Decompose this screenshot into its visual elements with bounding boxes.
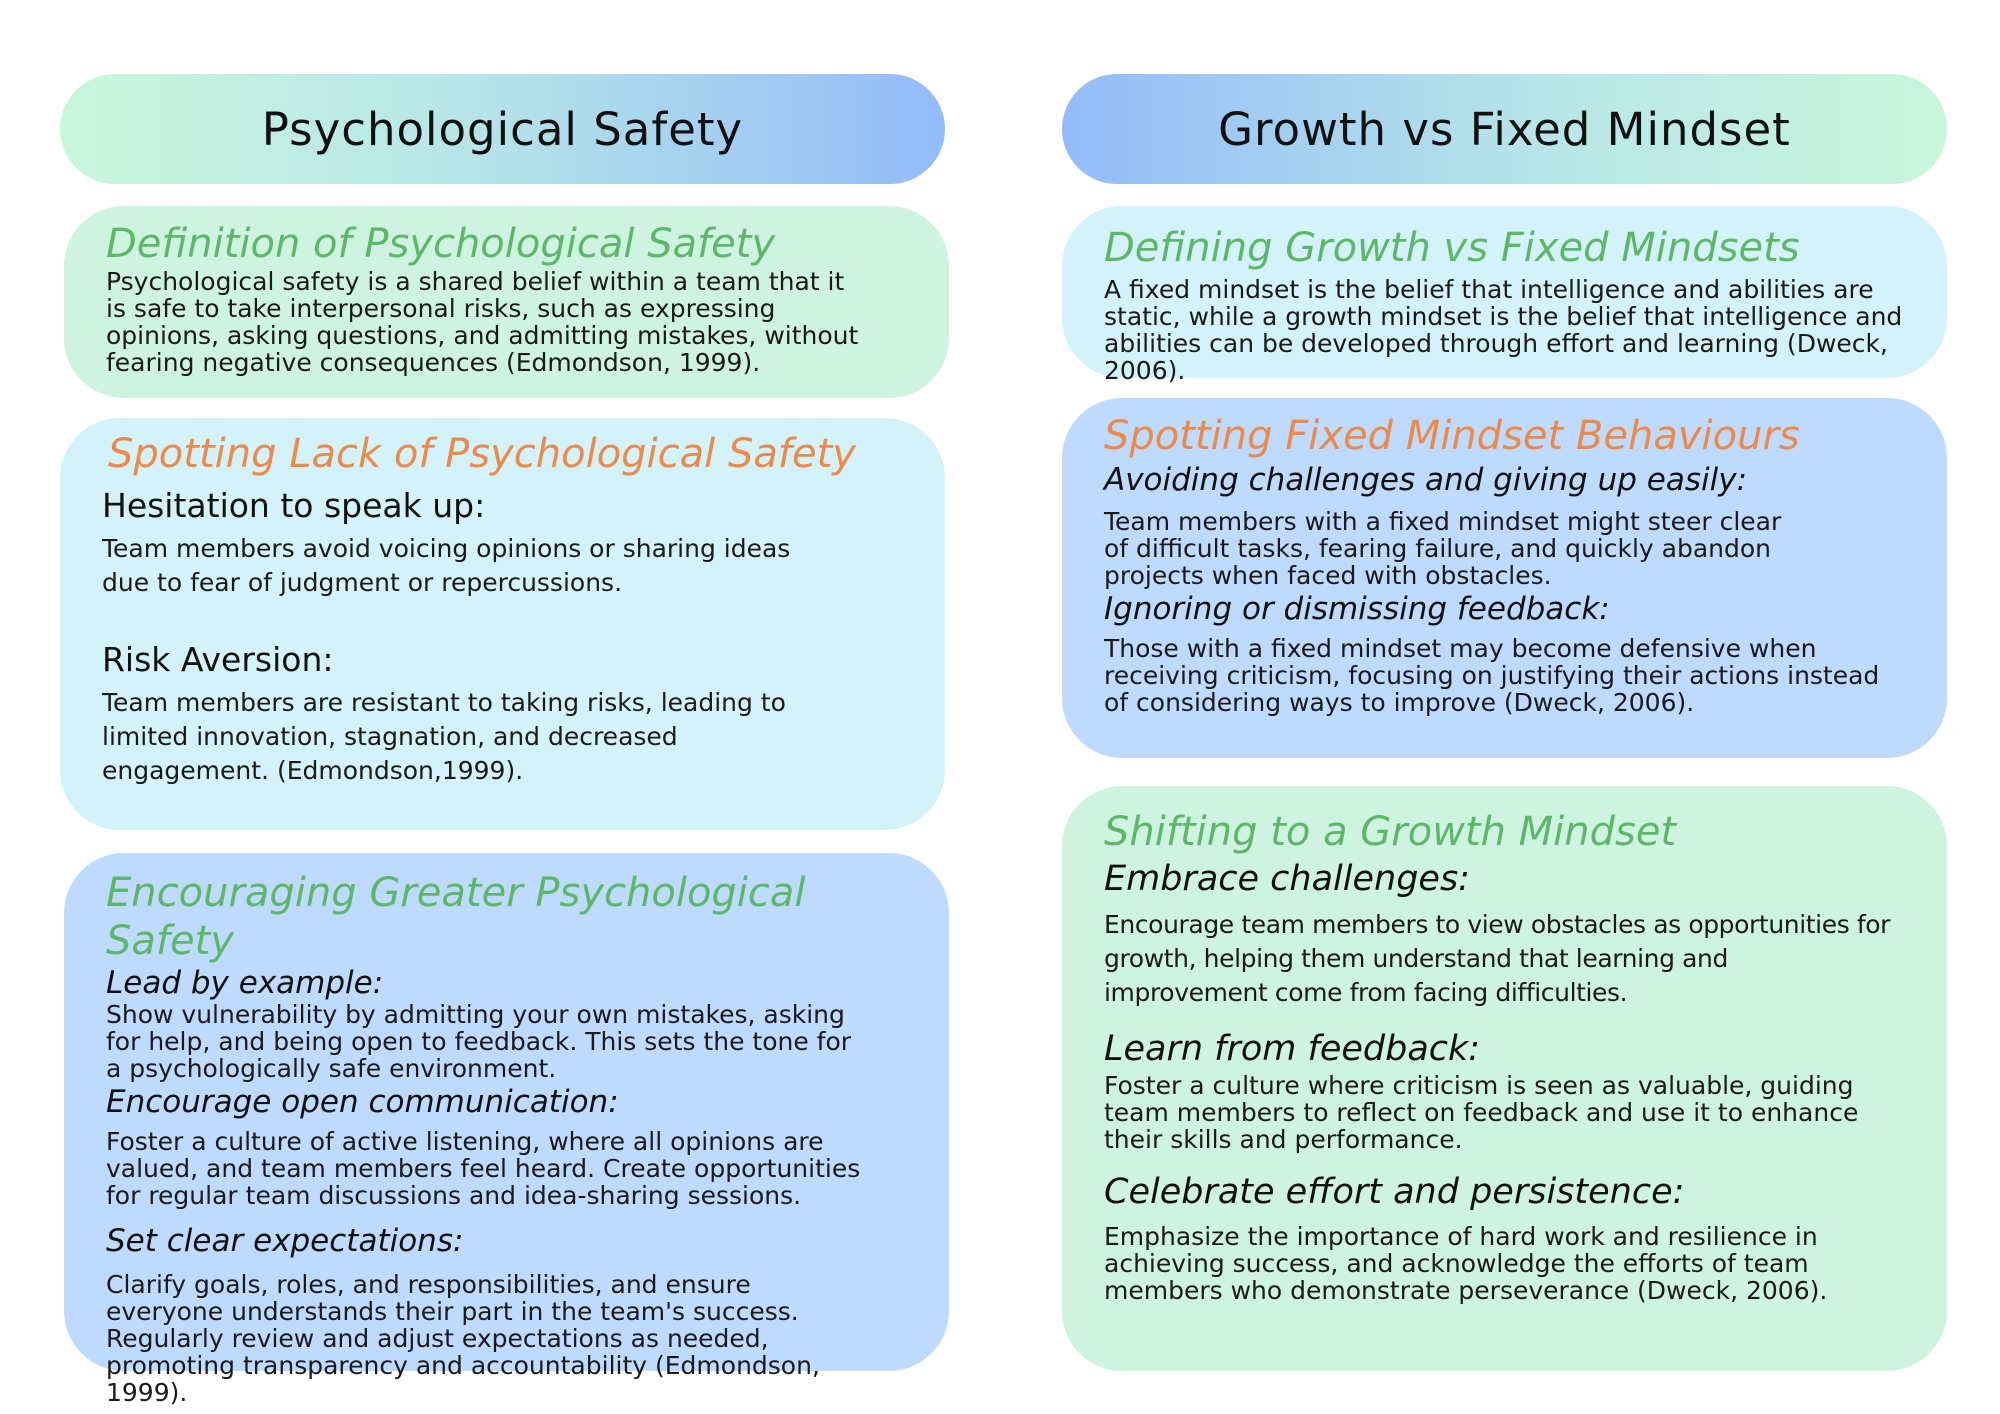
item-body: Foster a culture where criticism is seen as valuable, guiding team members to reflect on feedback and use it to enhance their skills and performance. <box>1104 1071 1859 1154</box>
growth-mindset-banner <box>1062 74 1947 184</box>
defining-mindsets-card <box>1062 206 1947 385</box>
item-title: Set clear expectations: <box>106 1223 464 1259</box>
item-title: Ignoring or dismissing feedback: <box>1104 591 1610 627</box>
definition-card <box>64 206 949 398</box>
card-heading: Definition of Psychological Safety <box>106 221 776 267</box>
card-body: Psychological safety is a shared belief within a team that it is safe to take interpersonal risks, such as expressing opinions, asking questions, and admitting mistakes, without fearing negative consequences (Edmondson, 1999). <box>106 267 859 377</box>
item-body: Those with a fixed mindset may become defensive when receiving criticism, focusing on justifying their actions instead of considering ways to improve (Dweck, 2006). <box>1104 634 1880 717</box>
item-title: Hesitation to speak up: <box>102 486 486 525</box>
item-title: Risk Aversion: <box>102 640 334 679</box>
item-body: Foster a culture of active listening, where all opinions are valued, and team members feel heard. Create opportunities for regular team discussions and idea-sharing sessions. <box>106 1127 861 1210</box>
item-body: Emphasize the importance of hard work and resilience in achieving success, and acknowledge the efforts of team members who demonstrate perseverance (Dweck, 2006). <box>1104 1222 1828 1305</box>
item-title: Encourage open communication: <box>106 1084 619 1120</box>
item-body: Team members are resistant to taking risks, leading to limited innovation, stagnation, and decreased engagement. (Edmondson,1999). <box>102 688 786 785</box>
encouraging-card <box>64 853 949 1407</box>
item-body: Clarify goals, roles, and responsibilities, and ensure everyone understands their part in the team's success. Regularly review and adjust expectations as needed, promoting transparency and accountability (Edmondson, 1999). <box>106 1270 820 1407</box>
card-heading: Spotting Lack of Psychological Safety <box>108 431 856 477</box>
spotting-fixed-card <box>1062 398 1947 758</box>
item-title: Lead by example: <box>106 965 384 1001</box>
card-heading: Shifting to a Growth Mindset <box>1104 809 1677 855</box>
card-heading: Encouraging Greater Psychological Safety <box>106 870 806 964</box>
card-heading: Defining Growth vs Fixed Mindsets <box>1104 225 1800 271</box>
psychological-safety-banner <box>60 74 945 184</box>
banner-title: Growth vs Fixed Mindset <box>1218 102 1791 156</box>
spotting-lack-card <box>60 418 945 830</box>
item-body: Show vulnerability by admitting your own mistakes, asking for help, and being open to feedback. This sets the tone for a psychologically safe environment. <box>106 1000 852 1083</box>
card-heading: Spotting Fixed Mindset Behaviours <box>1104 413 1800 459</box>
item-title: Celebrate effort and persistence: <box>1104 1172 1685 1212</box>
item-body: Encourage team members to view obstacles as opportunities for growth, helping them understand that learning and improvement come from facing difficulties. <box>1104 910 1891 1007</box>
item-body: Team members with a fixed mindset might steer clear of difficult tasks, fearing failure, and quickly abandon projects when faced with obstacles. <box>1104 507 1782 590</box>
banner-title: Psychological Safety <box>261 102 744 156</box>
item-title: Avoiding challenges and giving up easily: <box>1104 462 1748 498</box>
card-body: A fixed mindset is the belief that intelligence and abilities are static, while a growth mindset is the belief that intelligence and abilities can be developed through effort and learning (Dweck, 2006). <box>1104 275 1903 385</box>
item-title: Embrace challenges: <box>1104 859 1470 899</box>
item-title: Learn from feedback: <box>1104 1029 1481 1069</box>
shifting-growth-card <box>1062 786 1947 1371</box>
item-body: Team members avoid voicing opinions or sharing ideas due to fear of judgment or repercussions. <box>102 534 791 597</box>
